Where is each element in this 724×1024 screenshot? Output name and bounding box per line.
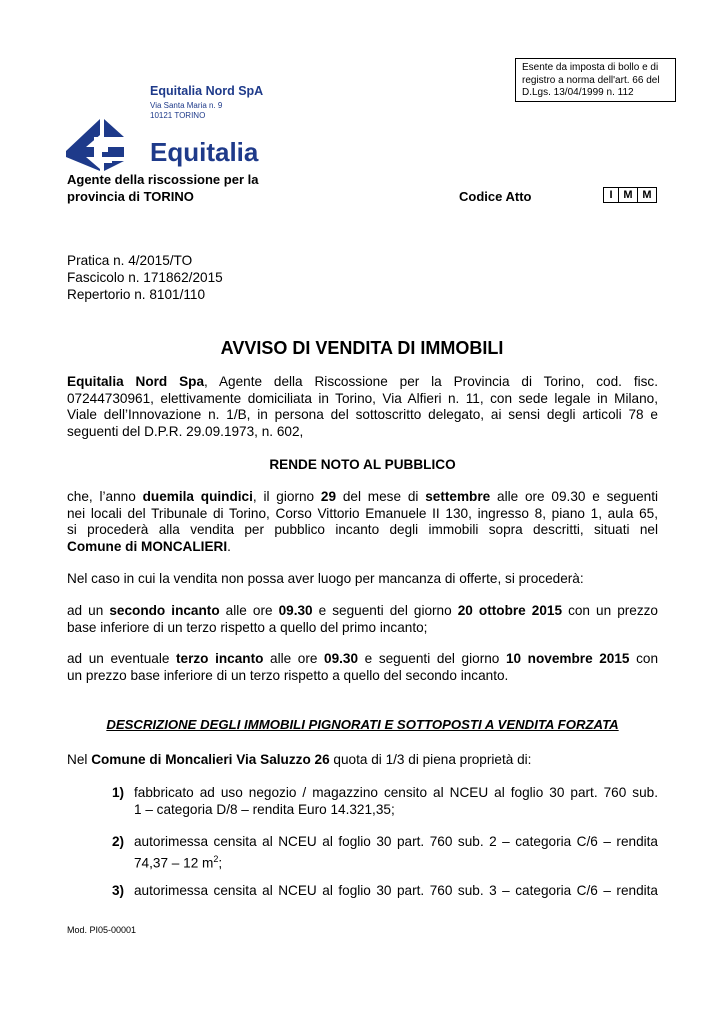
list-item: autorimessa censita al NCEU al foglio 30 part. 760 sub. 3 – categoria C/6 – rendita — [134, 883, 658, 898]
equitalia-logo — [64, 117, 264, 173]
list-item-number: 2) — [112, 834, 125, 849]
intro-company: Equitalia Nord Spa — [67, 374, 205, 389]
first-auction-paragraph: che, l’anno duemila quindici, il giorno 29 del mese di settembre alle ore 09.30 e seguenti nei locali del Tribunale di Torino, Corso Vittorio Emanuele II 130, ingresso 8, piano 1, aula 65, si procederà alla vendita per pubblico incanto degli immobili sopra descritti, situati nel Comune di MONCALIERI. — [67, 489, 659, 554]
company-name: Equitalia Nord SpA — [150, 84, 264, 98]
document-title: AVVISO DI VENDITA DI IMMOBILI — [220, 338, 504, 358]
list-item: autorimessa censita al NCEU al foglio 30 part. 760 sub. 2 – categoria C/6 – rendita 74,37 – 12 $m^2$; — [134, 834, 658, 871]
codice-atto-boxes — [603, 187, 657, 203]
property-intro: Nel Comune di Moncalieri Via Saluzzo 26 quota di 1/3 di piena proprietà di: — [67, 752, 532, 767]
list-item-number: 3) — [112, 883, 125, 898]
equitalia-logo-text: Equitalia — [150, 137, 259, 167]
intro-paragraph: Equitalia Nord Spa, Agente della Riscossione per la Provincia di Torino, cod. fisc. 07244730961, elettivamente domiciliata in Torino, Via Alfieri n. 11, con sede legale in Milano, Viale dell’Innovazione n. 1/B, in persona del sottoscritto delegato, ai sensi degli articoli 78 e seguenti del D.P.R. 29.09.1973, n. 602, — [67, 374, 658, 439]
rende-noto-heading: RENDE NOTO AL PUBBLICO — [269, 457, 456, 472]
fascicolo-number: Fascicolo n. 171862/2015 — [67, 270, 223, 285]
company-address-street: Via Santa Maria n. 9 — [150, 101, 223, 110]
list-item: fabbricato ad uso negozio / magazzino censito al NCEU al foglio 30 part. 760 sub. 1 – categoria D/8 – rendita Euro 14.321,35; — [134, 785, 658, 817]
section-heading: DESCRIZIONE DEGLI IMMOBILI PIGNORATI E SOTTOPOSTI A VENDITA FORZATA — [106, 717, 619, 732]
codice-atto-char: M — [619, 187, 638, 203]
agent-line: Agente della riscossione per la — [67, 172, 259, 187]
codice-atto-char: M — [638, 187, 657, 203]
pratica-number: Pratica n. 4/2015/TO — [67, 253, 193, 268]
third-auction-paragraph: ad un eventuale terzo incanto alle ore 09.30 e seguenti del giorno 10 novembre 2015 con un prezzo base inferiore di un terzo rispetto a quello del secondo incanto. — [67, 651, 659, 683]
tax-exemption-line: D.Lgs. 13/04/1999 n. 112 — [522, 87, 634, 98]
fallback-intro: Nel caso in cui la vendita non possa aver luogo per mancanza di offerte, si procederà: — [67, 571, 584, 586]
form-code: Mod. PI05-00001 — [67, 925, 137, 935]
repertorio-number: Repertorio n. 8101/110 — [67, 287, 206, 302]
codice-atto-label: Codice Atto — [459, 189, 532, 204]
company-address-city: 10121 TORINO — [150, 111, 206, 120]
tax-exemption-line: registro a norma dell'art. 66 del — [522, 74, 660, 86]
list-item-number: 1) — [112, 785, 125, 800]
tax-exemption-box — [515, 58, 676, 102]
agent-line: provincia di TORINO — [67, 189, 194, 204]
second-auction-paragraph: ad un secondo incanto alle ore 09.30 e seguenti del giorno 20 ottobre 2015 con un prezzo base inferiore di un terzo rispetto a quello del primo incanto; — [67, 603, 658, 635]
codice-atto-char: I — [603, 187, 619, 203]
comune-name: Comune di MONCALIERI — [67, 538, 228, 554]
equitalia-logo-mark — [66, 119, 124, 171]
tax-exemption-line: Esente da imposta di bollo e di — [522, 62, 659, 73]
